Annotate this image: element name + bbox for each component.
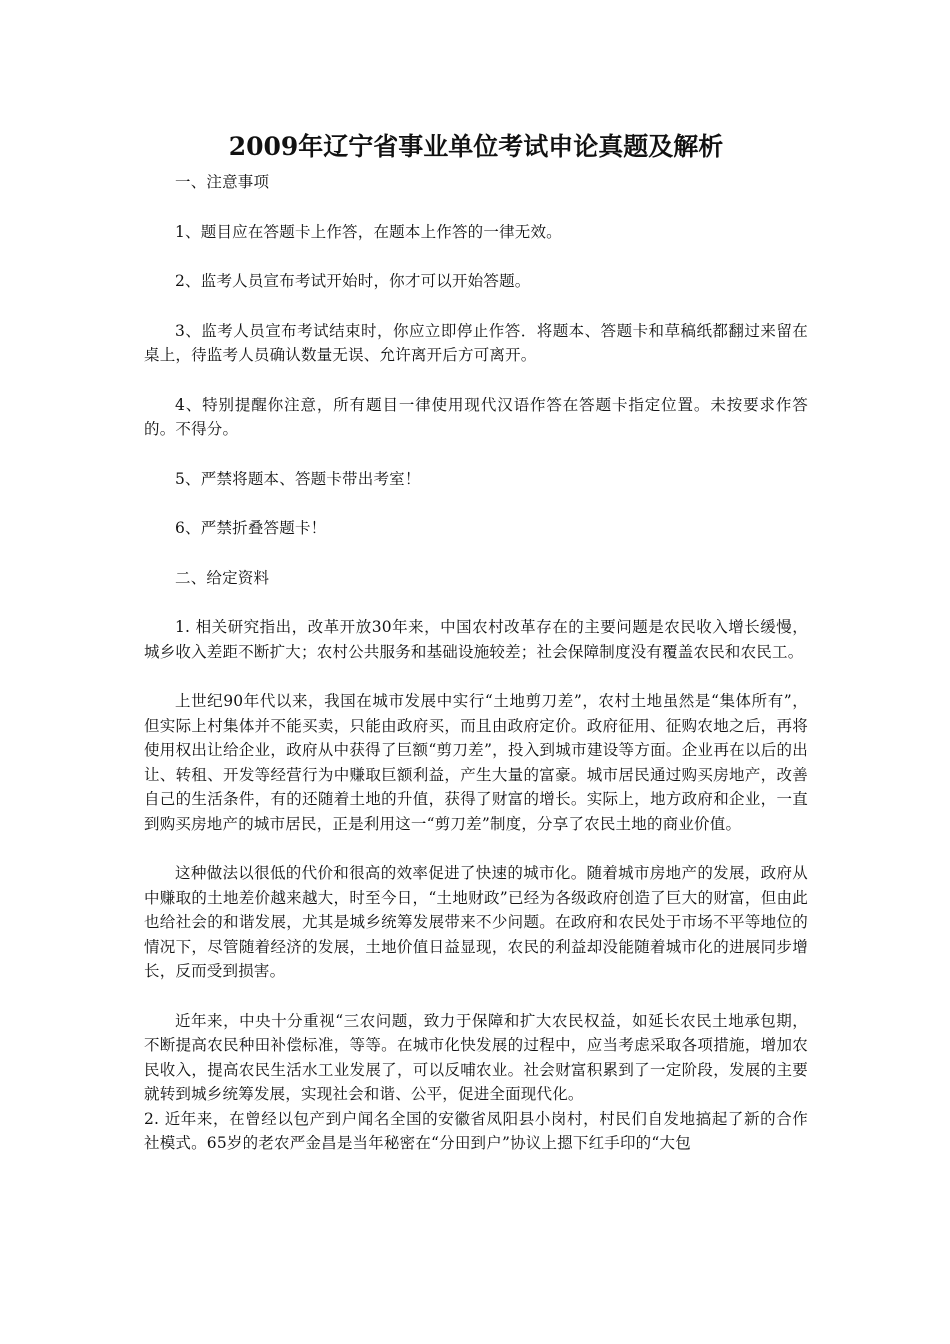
material-paragraph-4: 近年来，中央十分重视“三农问题，致力于保障和扩大农民权益，如延长农民土地承包期，不断提高农民种田补偿标准，等等。在城市化快发展的过程中，应当考虑采取各项措施，增加农民收入，提高农民生活水工业发展了，可以反哺农业。社会财富积累到了一定阶段，发展的主要就转到城乡统筹发展，实现社会和谐、公平，促进全面现代化。: [144, 1011, 808, 1103]
note-item-2: 2、监考人员宣布考试开始时，你才可以开始答题。: [175, 272, 531, 290]
note-item-5: 5、严禁将题本、答题卡带出考室！: [175, 469, 421, 488]
material-paragraph-3: 这种做法以很低的代价和很高的效率促进了快速的城市化。随着城市房地产的发展，政府从中赚取的土地差价越来越大，时至今日，“土地财政”已经为各级政府创造了巨大的财富，但由此也给社会的和谐发展，尤其是城乡统筹发展带来不少问题。在政府和农民处于市场不平等地位的情况下，尽管随着经济的发展，土地价值日益显现，农民的利益却没能随着城市化的进展同步增长，反而受到损害。: [144, 864, 808, 980]
material-paragraph-5: 2. 近年来，在曾经以包产到户闻名全国的安徽省凤阳县小岗村，村民们自发地搞起了新的合作社模式。65岁的老农严金昌是当年秘密在“分田到户”协议上摁下红手印的“大包: [144, 1109, 808, 1152]
note-item-4: 4、特别提醒你注意，所有题目一律使用现代汉语作答在答题卡指定位置。未按要求作答的。不得分。: [144, 395, 808, 438]
material-paragraph-1: 1. 相关研究指出，改革开放30年来，中国农村改革存在的主要问题是农民收入增长缓慢，城乡收入差距不断扩大；农村公共服务和基础设施较差；社会保障制度没有覆盖农民和农民工。: [144, 618, 808, 661]
section-heading-materials: 二、给定资料: [175, 568, 270, 587]
note-item-3: 3、监考人员宣布考试结束时，你应立即停止作答．将题本、答题卡和草稿纸都翻过来留在桌上，待监考人员确认数量无误、允许离开后方可离开。: [144, 321, 808, 364]
note-item-6: 6、严禁折叠答题卡！: [175, 519, 327, 537]
note-item-1: 1、题目应在答题卡上作答，在题本上作答的一律无效。: [175, 222, 562, 241]
section-heading-notes: 一、注意事项: [175, 173, 270, 191]
document-page: [144, 130, 808, 1156]
document-title: 2009年辽宁省事业单位考试申论真题及解析: [228, 132, 724, 161]
material-paragraph-2: 上世纪90年代以来，我国在城市发展中实行“土地剪刀差”，农村土地虽然是“集体所有”，但实际上村集体并不能买卖，只能由政府买，而且由政府定价。政府征用、征购农地之后，再将使用权出让给企业，政府从中获得了巨额“剪刀差”，投入到城市建设等方面。企业再在以后的出让、转租、开发等经营行为中赚取巨额利益，产生大量的富豪。城市居民通过购买房地产，改善自己的生活条件，有的还随着土地的升值，获得了财富的增长。实际上，地方政府和企业，一直到购买房地产的城市居民，正是利用这一“剪刀差”制度，分享了农民土地的商业价值。: [144, 692, 808, 833]
